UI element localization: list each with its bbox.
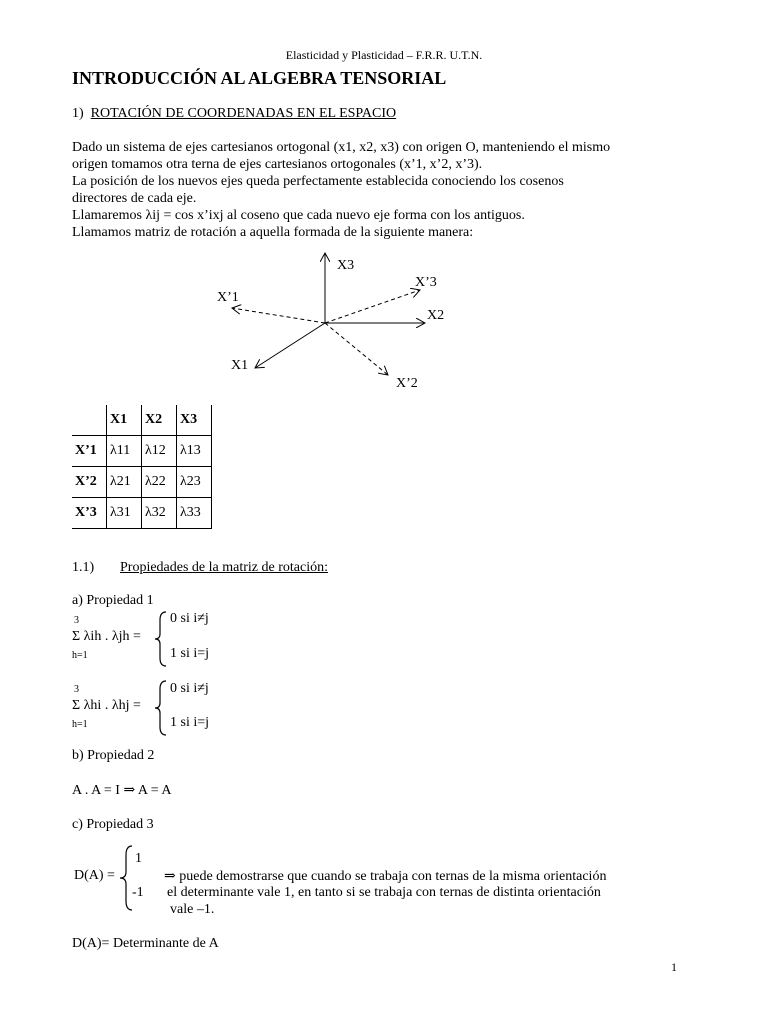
determinant-top-value: 1 [135,851,142,866]
axis-xp2 [325,323,388,375]
intro-line: Dado un sistema de ejes cartesianos ortogonal (x1, x2, x3) con origen O, manteniendo el mismo [72,140,611,155]
left-brace-icon [117,844,137,912]
case-value: 1 si i=j [170,646,210,661]
sum-lower-limit: h=1 [72,719,88,730]
property-2-label: b) Propiedad 2 [72,748,155,763]
page-header: Elasticidad y Plasticidad – F.R.R. U.T.N. [285,48,483,62]
property-3-text: vale –1. [170,902,215,917]
table-cell: λ21 [107,467,142,498]
label-x2: X2 [427,308,445,323]
left-brace-icon [152,610,172,668]
page-number: 1 [671,960,677,974]
property-3-label: c) Propiedad 3 [72,817,154,832]
table-cell: λ32 [142,498,177,529]
table-cell: λ12 [142,436,177,467]
table-cell: λ33 [177,498,212,529]
property-1-label: a) Propiedad 1 [72,593,154,608]
section-title: ROTACIÓN DE COORDENADAS EN EL ESPACIO [90,106,397,121]
table-row [72,467,212,498]
determinant-bottom-value: -1 [132,885,144,900]
sum-upper-limit: 3 [74,615,79,626]
column-header: X3 [177,405,212,436]
row-header: X’1 [72,436,107,467]
row-header: X’2 [72,467,107,498]
section-number: 1) [72,106,84,121]
left-brace-icon [152,679,172,737]
rotation-matrix-table [72,405,212,529]
table-header-row [72,405,212,436]
intro-line: origen tomamos otra terna de ejes cartesianos ortogonales (x’1, x’2, x’3). [72,157,483,172]
document-title: INTRODUCCIÓN AL ALGEBRA TENSORIAL [72,68,447,88]
intro-line: Llamamos matriz de rotación a aquella formada de la siguiente manera: [72,225,474,240]
property-2-equation: A . A = I ⇒ A = A [72,783,172,798]
label-xp3: X’3 [415,275,437,290]
label-xp2: X’2 [396,376,418,391]
axis-xp1 [232,308,325,323]
property-3-text: el determinante vale 1, en tanto si se trabaja con ternas de distinta orientación [167,885,601,900]
table-cell: λ11 [107,436,142,467]
column-header: X1 [107,405,142,436]
case-value: 0 si i≠j [170,681,209,696]
table-cell: λ23 [177,467,212,498]
label-xp1: X’1 [217,290,239,305]
case-value: 1 si i=j [170,715,210,730]
section-1-1-heading: Propiedades de la matriz de rotación: [120,560,328,575]
section-1-1-number: 1.1) [72,560,95,575]
intro-line: La posición de los nuevos ejes queda perfectamente establecida conociendo los cosenos [72,174,564,189]
table-cell: λ22 [142,467,177,498]
table-cell: λ31 [107,498,142,529]
table-cell: λ13 [177,436,212,467]
table-row [72,436,212,467]
case-value: 0 si i≠j [170,611,209,626]
sum-lower-limit: h=1 [72,650,88,661]
property-3-text: ⇒ puede demostrarse que cuando se trabaja con ternas de la misma orientación [164,869,607,884]
sum-upper-limit: 3 [74,684,79,695]
sum-expression-2: Σ λhi . λhj = [72,698,141,713]
axis-xp3 [325,290,420,323]
label-x3: X3 [337,258,355,273]
intro-line: directores de cada eje. [72,191,197,206]
axis-x1 [255,323,325,368]
table-row [72,498,212,529]
label-x1: X1 [231,358,249,373]
row-header: X’3 [72,498,107,529]
determinant-definition: D(A)= Determinante de A [72,936,219,951]
determinant-lhs: D(A) = [74,868,115,883]
sum-expression-1: Σ λih . λjh = [72,629,141,644]
intro-line: Llamaremos λij = cos x’ixj al coseno que cada nuevo eje forma con los antiguos. [72,208,525,223]
column-header: X2 [142,405,177,436]
